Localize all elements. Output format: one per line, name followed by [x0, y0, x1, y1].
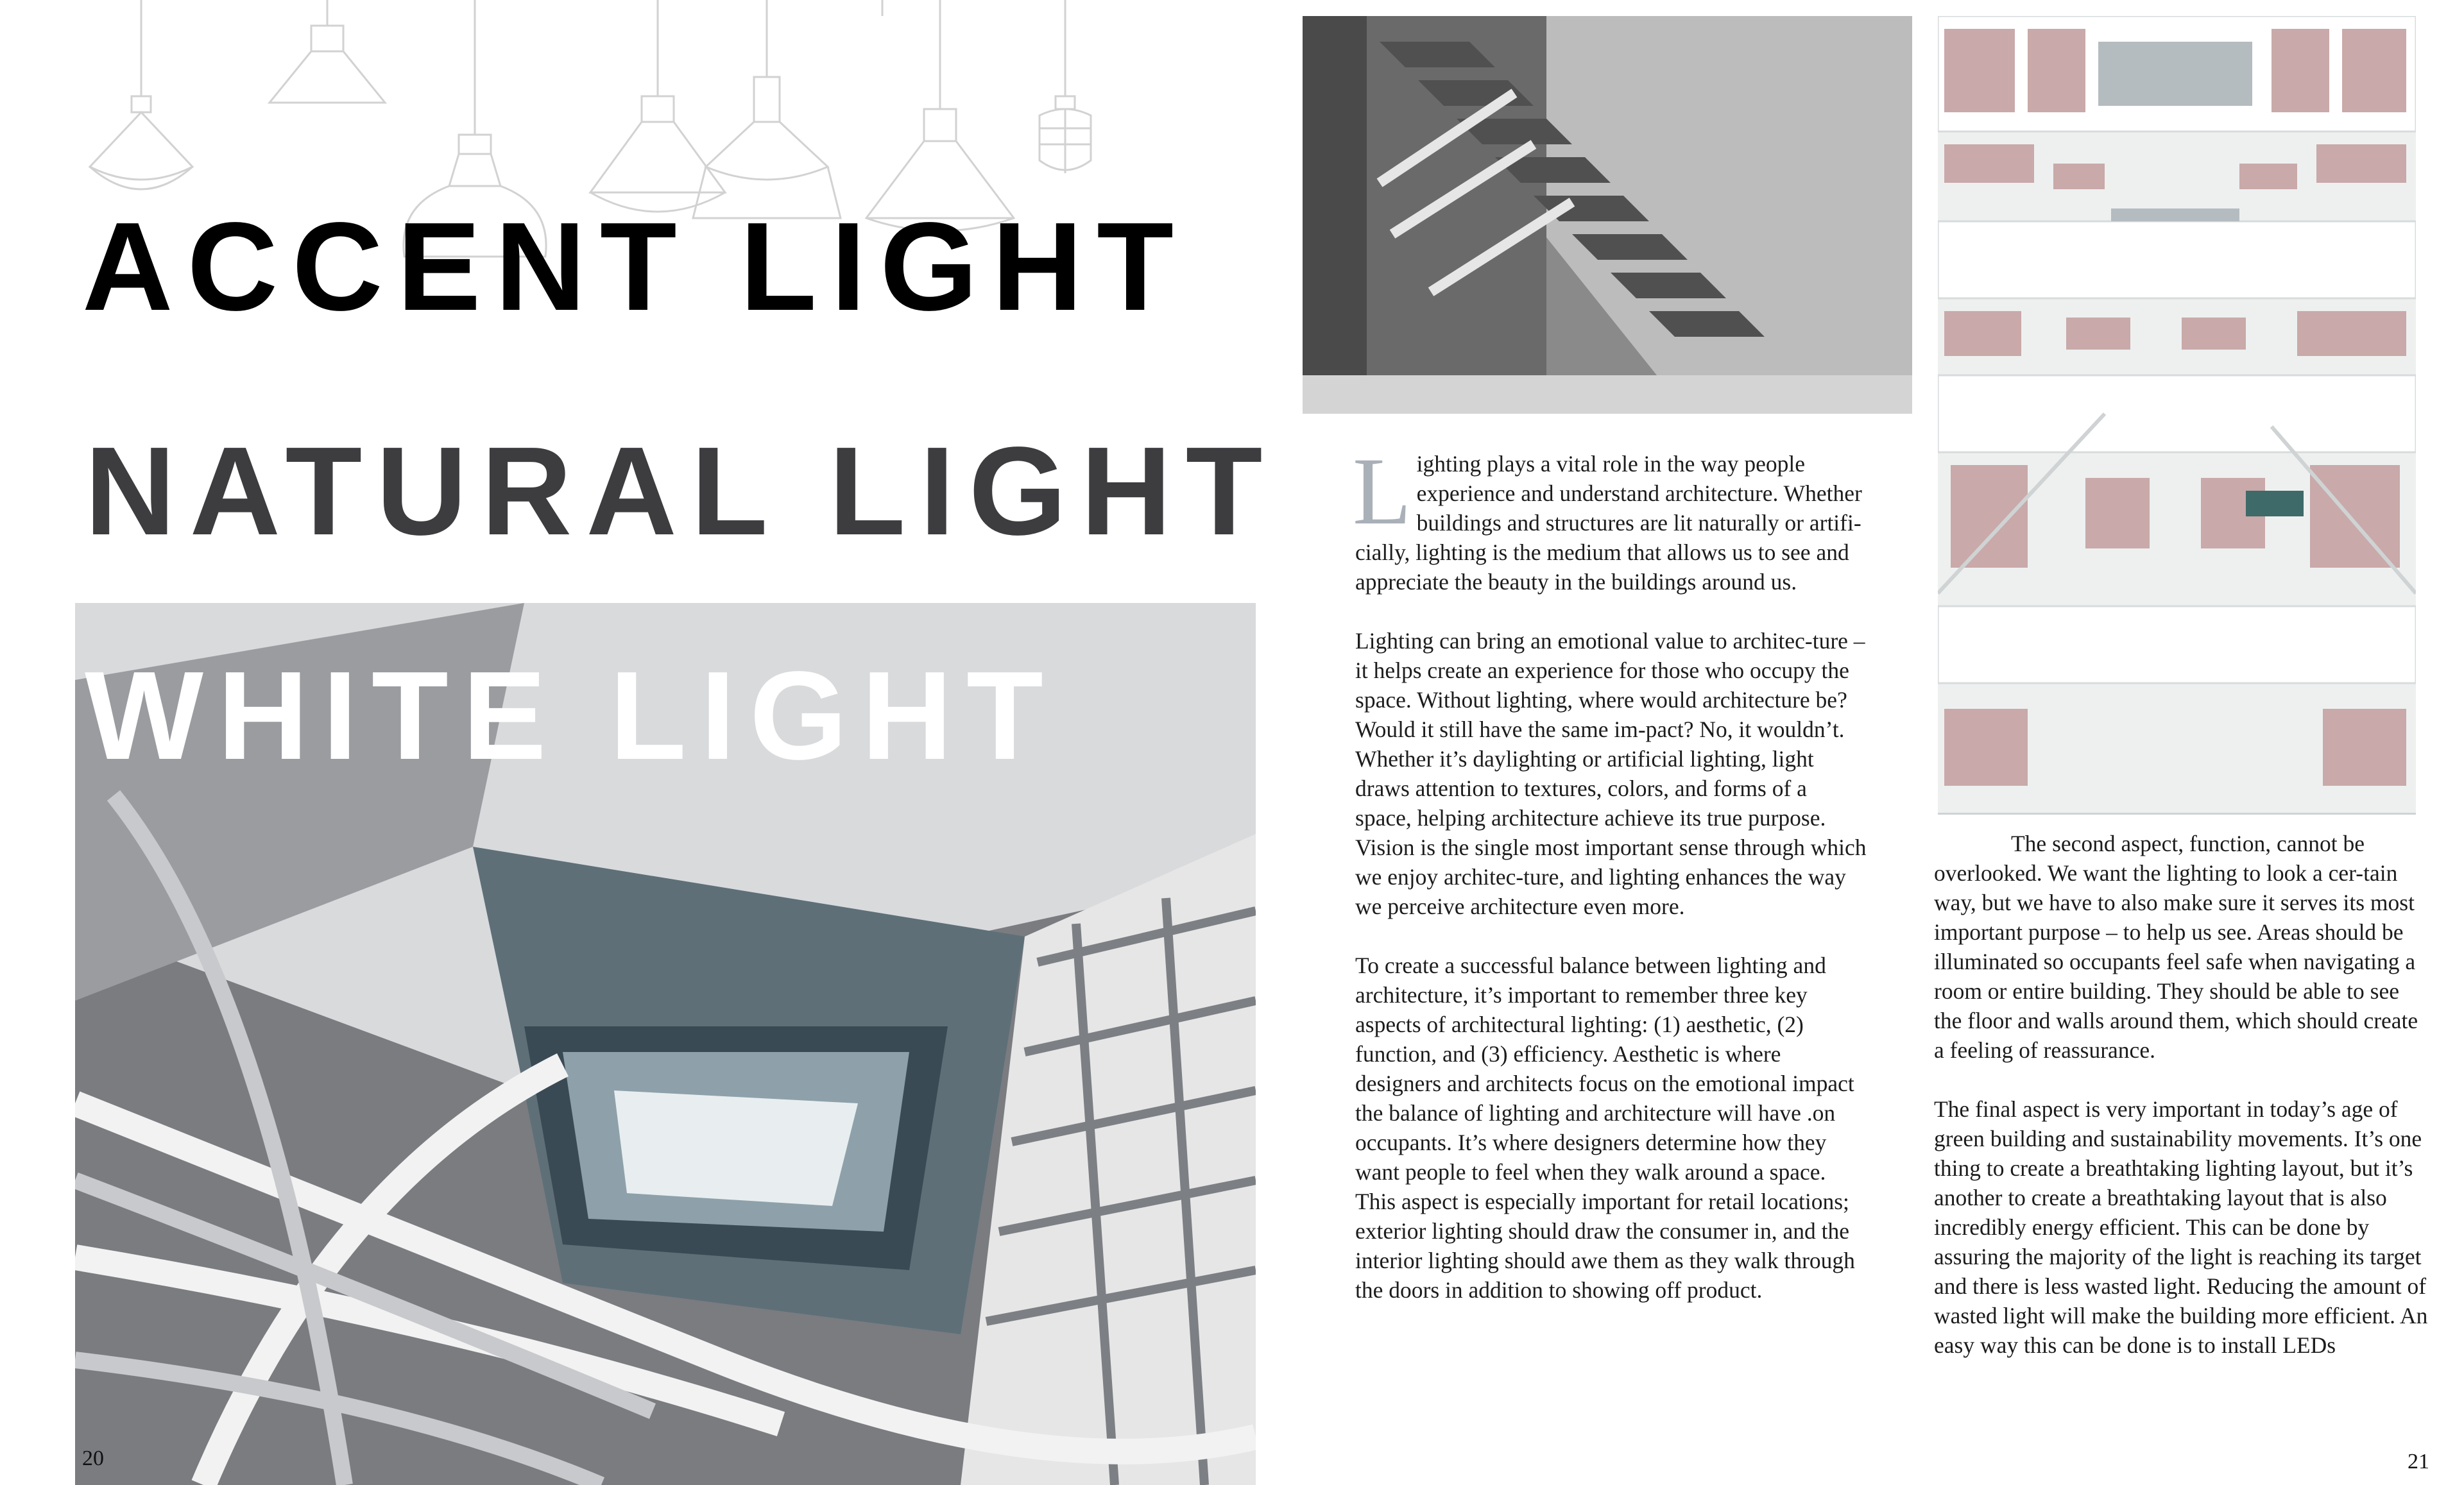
heading-accent-light: ACCENT LIGHT [82, 196, 1188, 337]
intro-paragraph [1353, 438, 1869, 597]
dropcap-letter: L [1353, 438, 1412, 545]
library-interior-photo [1938, 16, 2416, 815]
page-number-right: 21 [2408, 1450, 2429, 1473]
intro-paragraph-text: ighting plays a vital role in the way people experience and understand architecture. Whether buildings and structures are lit naturally or artifi-cially, lighting is the medium that allows us to see and appreciate the beauty in the buildings around us. [1355, 451, 1862, 595]
heading-natural-light: NATURAL LIGHT [85, 421, 1277, 561]
three-aspects-paragraph: To create a successful balance between lighting and architecture, it’s important to remember three key aspects of architectural lighting: (1) aesthetic, (2) function, and (3) efficiency. Aesthetic is where designers and architects focus on the emotional impact the balance of lighting and architecture will have .on occupants. It’s where designers determine how they want people to feel when they walk around a space. This aspect is especially important for retail locations; exterior lighting should draw the consumer in, and the interior lighting should awe them as they walk through the doors in addition to showing off product. [1355, 953, 1855, 1303]
article-column-right [1934, 829, 2428, 1389]
efficiency-paragraph: The final aspect is very important in today’s age of green building and sustainability movements. It’s one thing to create a breathtaking lighting layout, but it’s another to create a breathtaking layout that is also incredibly energy efficient. This can be done by assuring the majority of the light is reaching its target and there is less wasted light. Reducing the amount of wasted light will make the building more efficient. An easy way this can be done is to install LEDs [1934, 1096, 2428, 1358]
heading-white-light: WHITE LIGHT [85, 645, 1057, 786]
function-paragraph: The second aspect, function, cannot be overlooked. We want the lighting to look a cer-tain way, but we have to also make sure it serves its most important purpose – to help us see. Areas should be illuminated so occupants feel safe when navigating a room or entire building. They should be able to see the floor and walls around them, which should create a feeling of reassurance. [1934, 831, 2418, 1063]
page-number-left: 20 [82, 1447, 104, 1470]
floating-stairs-photo [1303, 16, 1912, 414]
emotional-value-paragraph: Lighting can bring an emotional value to architec-ture – it helps create an experience for those who occupy the space. Without lighting, where would architecture be? Would it still have the same im-pact? No, it wouldn’t. Whether it’s daylighting or artificial lighting, light draws attention to textures, colors, and forms of a space, helping architecture achieve its true purpose. Vision is the single most important sense through which we enjoy architec-ture, and lighting enhances the way we perceive architecture even more. [1355, 628, 1867, 919]
article-column-middle [1353, 438, 1869, 1334]
